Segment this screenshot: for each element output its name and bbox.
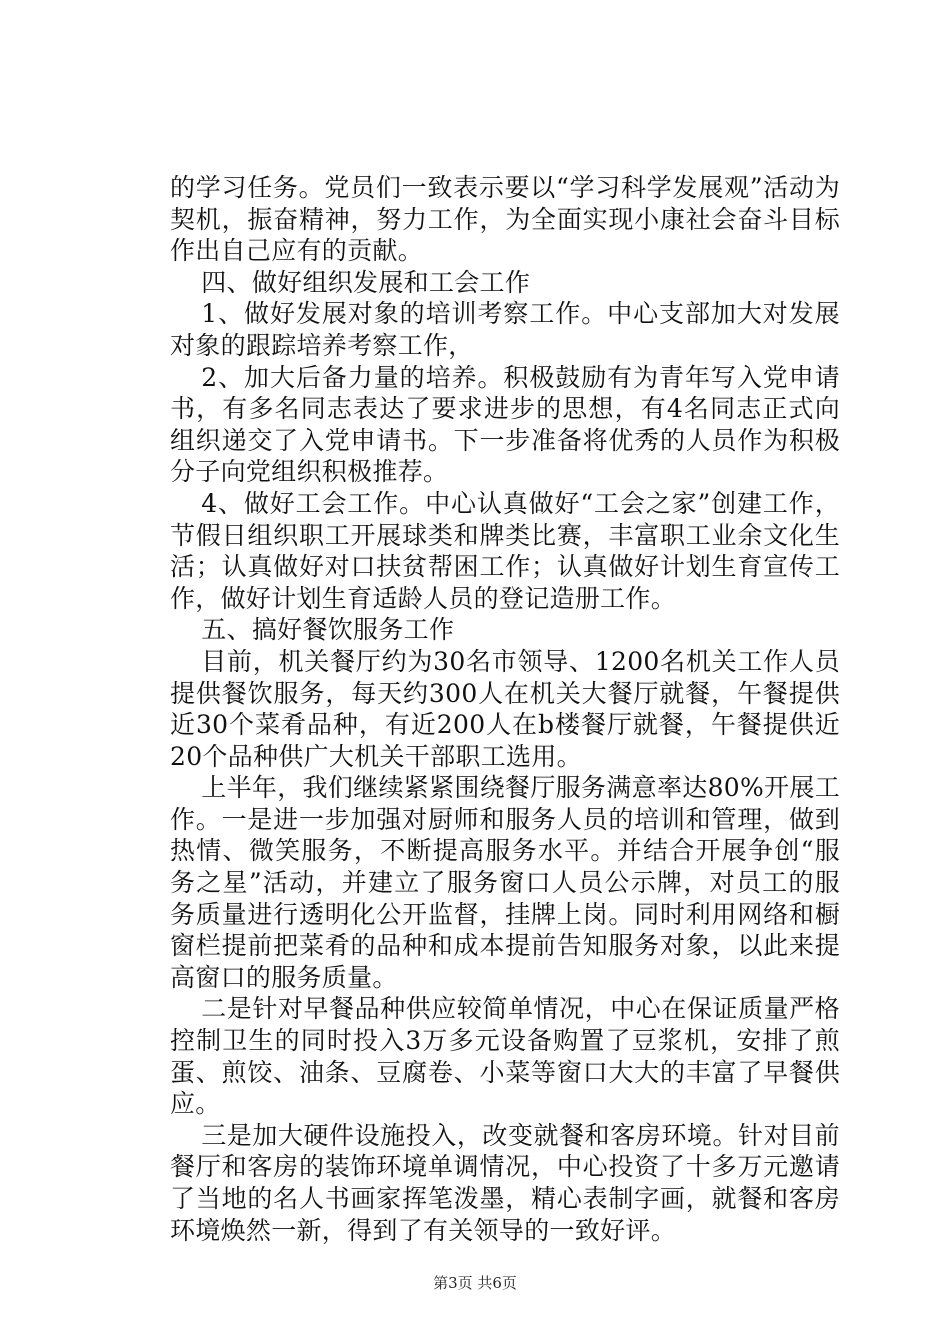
paragraph-item-4: 4、做好工会工作。中心认真做好“工会之家”创建工作，节假日组织职工开展球类和牌类比赛，丰富职工业余文化生活；认真做好对口扶贫帮困工作；认真做好计划生育宣传工作，做好计划生育适龄人员的登记造册工作。 [170,488,840,613]
section-heading-5: 五、搞好餐饮服务工作 [201,615,455,645]
page-footer: 第3页 共6页 [433,1274,517,1292]
paragraph-item-2: 2、加大后备力量的培养。积极鼓励有为青年写入党申请书，有多名同志表达了要求进步的思想，有4名同志正式向组织递交了入党申请书。下一步准备将优秀的人员作为积极分子向党组织积极推荐。 [170,362,840,487]
paragraph-item-1: 1、做好发展对象的培训考察工作。中心支部加大对发展对象的跟踪培养考察工作， [170,299,840,360]
section-heading-4: 四、做好组织发展和工会工作 [201,267,531,297]
paragraph-dining-overview: 目前，机关餐厅约为30名市领导、1200名机关工作人员提供餐饮服务，每天约300人在机关大餐厅就餐，午餐提供近30个菜肴品种，有近200人在b楼餐厅就餐，午餐提供近20个品种供广大机关干部职工选用。 [170,646,840,771]
paragraph-first-half-year: 上半年，我们继续紧紧围绕餐厅服务满意率达80%开展工作。一是进一步加强对厨师和服务人员的培训和管理，做到热情、微笑服务，不断提高服务水平。并结合开展争创“服务之星”活动，并建立了服务窗口人员公示牌，对员工的服务质量进行透明化公开监督，挂牌上岗。同时利用网络和橱窗栏提前把菜肴的品种和成本提前告知服务对象，以此来提高窗口的服务质量。 [170,773,840,992]
paragraph-continuation: 的学习任务。党员们一致表示要以“学习科学发展观”活动为契机，振奋精神，努力工作，为全面实现小康社会奋斗目标作出自己应有的贡献。 [170,173,840,266]
paragraph-hardware: 三是加大硬件设施投入，改变就餐和客房环境。针对目前餐厅和客房的装饰环境单调情况，中心投资了十多万元邀请了当地的名人书画家挥笔泼墨，精心表制字画，就餐和客房环境焕然一新，得到了有关领导的一致好评。 [170,1120,840,1245]
paragraph-breakfast: 二是针对早餐品种供应较简单情况，中心在保证质量严格控制卫生的同时投入3万多元设备购置了豆浆机，安排了煎蛋、煎饺、油条、豆腐卷、小菜等窗口大大的丰富了早餐供应。 [170,994,840,1119]
document-body [170,172,840,1246]
